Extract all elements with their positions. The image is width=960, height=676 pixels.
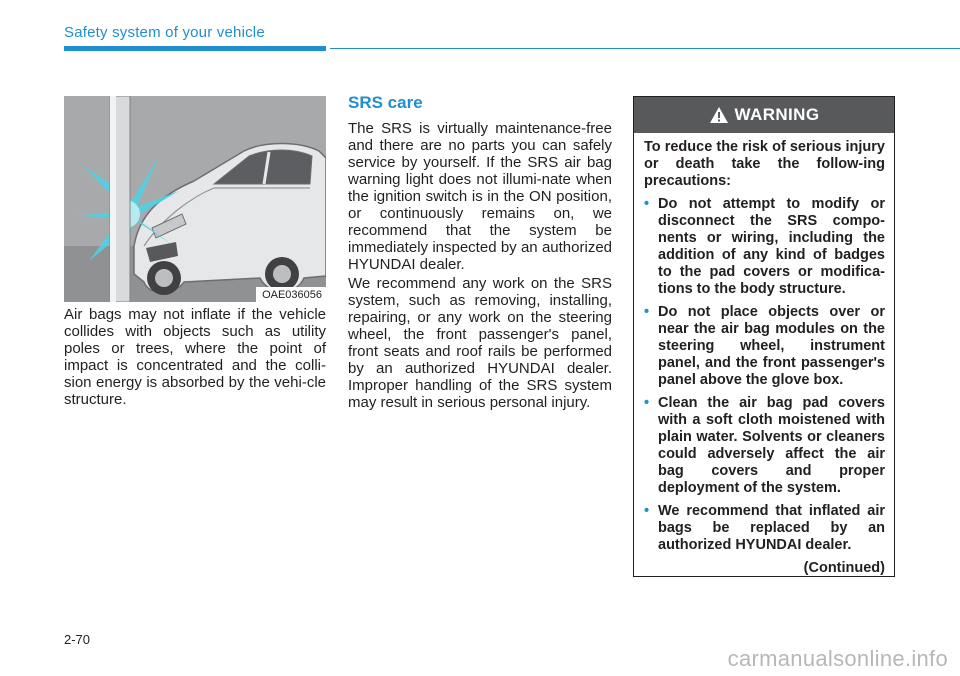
bullet-icon: •	[644, 304, 650, 320]
warning-continued: (Continued)	[803, 560, 885, 576]
section-title: Safety system of your vehicle	[64, 24, 265, 41]
warning-intro: To reduce the risk of serious injury or death take the follow-ing precautions:	[644, 139, 885, 189]
warning-box	[633, 96, 895, 577]
srs-care-heading: SRS care	[348, 93, 423, 112]
page-number: 2-70	[64, 632, 91, 647]
car-pole-collision-illustration	[64, 96, 326, 302]
figure-code: OAE036056	[256, 287, 326, 302]
warning-triangle-icon	[709, 106, 729, 124]
warning-item-4	[644, 503, 885, 554]
header-rule-thin	[330, 48, 960, 49]
warning-item-3	[644, 395, 885, 497]
watermark: carmanualsonline.info	[727, 646, 948, 671]
warning-body	[634, 133, 894, 577]
bullet-icon: •	[644, 503, 650, 519]
bullet-icon: •	[644, 196, 650, 212]
header-rule-thick	[64, 46, 326, 51]
bullet-icon: •	[644, 395, 650, 411]
collision-drawing	[64, 96, 326, 302]
warning-item-text: Do not attempt to modify or disconnect the SRS compo-nents or wiring, including the addition of any kind of badges to the pad covers or modifica-tions to the body structure.	[658, 196, 885, 297]
warning-item-text: Clean the air bag pad covers with a soft cloth moistened with plain water. Solvents or cleaners could adversely affect the air bag covers and proper deployment of the system.	[658, 395, 885, 496]
srs-care-paragraph-2: We recommend any work on the SRS system, such as removing, installing, repairing, or any work on the steering wheel, the front passenger's panel, front seats and roof rails be performed by an authorized HYUNDAI dealer. Improper handling of the SRS system may result in serious personal injury.	[348, 275, 612, 411]
warning-header	[634, 97, 894, 133]
warning-item-text: Do not place objects over or near the air bag modules on the steering wheel, instrument panel, and the front passenger's panel above the glove box.	[658, 304, 885, 388]
warning-item-1	[644, 196, 885, 298]
figure-caption-text: Air bags may not inflate if the vehicle collides with objects such as utility poles or trees, where the point of impact is concentrated and the colli-sion energy is absorbed by the vehi-cle structure.	[64, 306, 326, 408]
warning-item-text: We recommend that inflated air bags be replaced by an authorized HYUNDAI dealer.	[658, 503, 885, 553]
srs-care-paragraph-1: The SRS is virtually maintenance-free and there are no parts you can safely service by yourself. If the SRS air bag warning light does not illumi-nate when the ignition switch is in the ON position, or continuously remains on, we recommend that the system be immediately inspected by an authorized HYUNDAI dealer.	[348, 120, 612, 273]
warning-list	[644, 196, 885, 554]
warning-item-2	[644, 304, 885, 389]
warning-label: WARNING	[734, 105, 820, 124]
